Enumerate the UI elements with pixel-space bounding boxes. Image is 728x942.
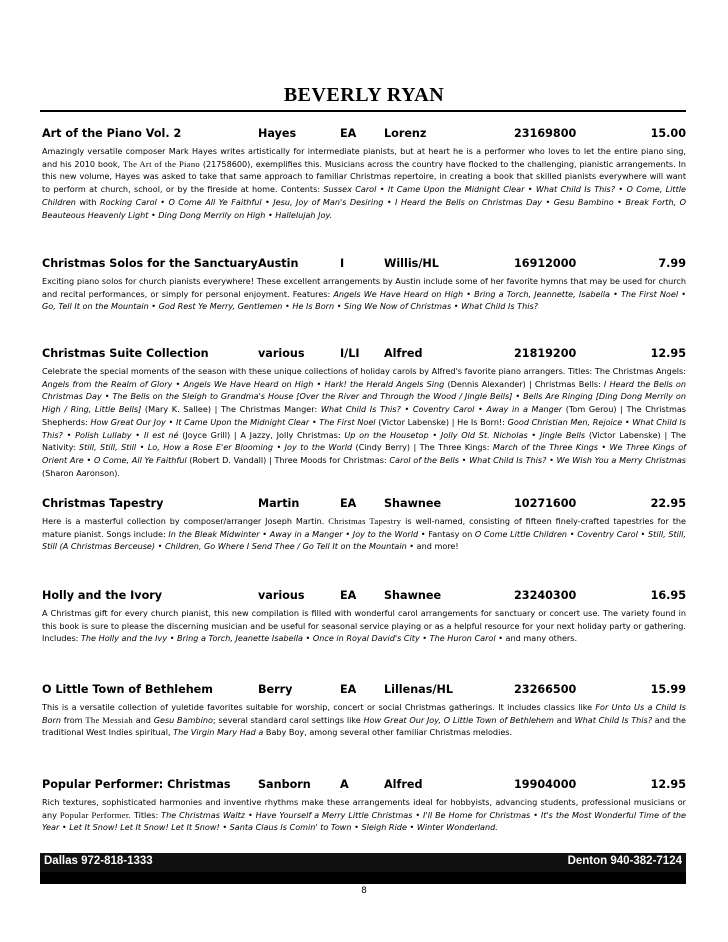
entry-description (42, 796, 686, 834)
description-text: Titles: (130, 809, 162, 820)
entry-arranger: various (258, 589, 305, 602)
entry-arranger: Berry (258, 683, 293, 696)
entry-item-number: 23240300 (514, 589, 577, 602)
song-titles: How Great Our Joy, O Little Town of Bethlehem (363, 714, 554, 725)
description-text: (Tom Gerou) | The Christmas Shepherds: (42, 404, 687, 427)
entry-description (42, 145, 686, 221)
description-text: and the traditional West Indies spiritual, (42, 714, 687, 738)
entry-description (42, 275, 686, 313)
entry-item-number: 10271600 (514, 497, 577, 510)
entry-publisher: Lorenz (384, 127, 427, 140)
entry-title: Popular Performer: Christmas (42, 778, 231, 791)
entry-level: I (340, 257, 345, 270)
description-text: (Cindy Berry) | The Three Kings: (352, 442, 493, 453)
entry-arranger: various (258, 347, 305, 360)
entry-header (42, 497, 686, 515)
entry-price: 12.95 (650, 778, 686, 791)
entry-header (42, 347, 686, 365)
title-divider (40, 110, 686, 112)
catalog-entry (42, 127, 686, 221)
footer-bar (40, 853, 686, 872)
catalog-entry (42, 497, 686, 553)
song-titles: How Great Our Joy • It Came Upon the Midnight Clear • The First Noel (90, 416, 376, 427)
entry-publisher: Shawnee (384, 497, 442, 510)
entry-level: A (340, 778, 349, 791)
entry-item-number: 21819200 (514, 347, 577, 360)
book-title: The Messiah (85, 714, 133, 725)
song-titles: Angels We Have Heard on High • Bring a Torch, Jeannette, Isabella • The First Noel • Go, Tell It on the Mountain • God Rest Ye Merry, Gentlemen • He Is Born • Sing We Now of Christmas • What Child Is This? (42, 288, 686, 312)
footer-denton-phone: Denton 940-382-7124 (567, 855, 682, 867)
book-title: The Art of the Piano (122, 158, 201, 169)
entry-level: I/LI (340, 347, 360, 360)
catalog-entry (42, 347, 686, 479)
description-text: (Joyce Grill) | A Jazzy, Jolly Christmas: (178, 429, 345, 440)
book-title: Christmas Tapestry (328, 516, 402, 526)
footer-dallas-phone: Dallas 972-818-1333 (44, 855, 153, 867)
catalog-entry (42, 589, 686, 645)
footer-divider (40, 872, 686, 884)
description-text: and more! (414, 541, 459, 552)
song-titles: Rocking Carol • O Come All Ye Faithful • Jesu, Joy of Man's Desiring • I Heard the Bells on Christmas Day • Gesu Bambino • Break Forth, O Beauteous Heavenly Light • Ding Dong Merrily on High • Hallelujah Joy. (42, 196, 686, 220)
song-titles: The Holly and the Ivy • Bring a Torch, Jeanette Isabella • Once in Royal David's City • The Huron Carol • (80, 633, 503, 644)
entry-price: 12.95 (650, 347, 686, 360)
entry-item-number: 16912000 (514, 257, 577, 270)
entry-description (42, 701, 686, 739)
entry-description (42, 365, 686, 479)
entry-header (42, 778, 686, 796)
description-text: ; several standard carol settings like (212, 714, 364, 725)
entry-description (42, 515, 686, 553)
entry-item-number: 23266500 (514, 683, 577, 696)
description-text: from (60, 714, 86, 725)
entry-level: EA (340, 589, 357, 602)
entry-price: 15.00 (650, 127, 686, 140)
entry-title: Holly and the Ivory (42, 589, 163, 602)
description-text: with (75, 196, 100, 207)
song-titles: For Unto Us a Child Is Born (42, 702, 686, 725)
description-text: (21758600), exemplifies this. Musicians across the country have flocked to the challenging, pianistic arrangements. In this new volume, Hayes was asked to take that same approach to familiar Christmas repertoire, in creating a book that skilled pianists everywhere will want to perform at church, school, or by the fireside at home. Contents: (42, 158, 687, 195)
entry-level: EA (340, 127, 357, 140)
description-text: (Sharon Aaronson). (42, 467, 120, 478)
song-titles: Sussex Carol • It Came Upon the Midnight Clear • What Child Is This? • O Come, Little Children (42, 184, 686, 207)
entry-publisher: Alfred (384, 778, 423, 791)
entry-arranger: Martin (258, 497, 300, 510)
song-titles: Angels from the Realm of Glory • Angels We Have Heard on High • Hark! the Herald Angels Sing (42, 378, 445, 389)
description-text: Here is a masterful collection by composer/arranger Joseph Martin. (42, 516, 329, 526)
entry-arranger: Sanborn (258, 778, 311, 791)
song-titles: March of the Three Kings • We Three Kings of Orient Are • O Come, All Ye Faithful (42, 442, 686, 465)
description-text: (Victor Labenske) | The Nativity: (42, 429, 686, 453)
entry-header (42, 589, 686, 607)
description-text: (Robert D. Vandall) | Three Moods for Christmas: (186, 454, 390, 465)
song-titles: O Come Little Children • Coventry Carol • Still, Still, Still (A Christmas Berceuse) • Children, Go Where I Send Thee / Go Tell It on the Mountain • (42, 528, 686, 552)
entry-item-number: 19904000 (514, 778, 577, 791)
song-titles: Gesu Bambino (153, 714, 213, 725)
catalog-entry (42, 257, 686, 313)
entry-title: O Little Town of Bethlehem (42, 683, 213, 696)
description-text: Celebrate the special moments of the season with these unique collections of holiday carols by Alfred's favorite piano arrangers. Titles: The Christmas Angels: (42, 366, 686, 376)
description-text: (Dennis Alexander) | Christmas Bells: (444, 378, 604, 389)
entry-arranger: Hayes (258, 127, 297, 140)
catalog-entry (42, 683, 686, 739)
song-titles: Up on the Housetop • Jolly Old St. Nicholas • Jingle Bells (344, 429, 586, 440)
entry-price: 7.99 (658, 257, 686, 270)
entry-level: EA (340, 683, 357, 696)
entry-publisher: Willis/HL (384, 257, 439, 270)
entry-header (42, 257, 686, 275)
entry-title: Christmas Solos for the Sanctuary (42, 257, 258, 270)
entry-price: 22.95 (650, 497, 686, 510)
song-titles: Good Christian Men, Rejoice • What Child Is This? • Polish Lullaby • Il est né (42, 416, 686, 440)
entry-level: EA (340, 497, 357, 510)
description-text: Baby Boy, among several other familiar Christmas melodies. (263, 727, 513, 738)
page-number: 8 (361, 886, 367, 896)
song-titles: What Child Is This? • Coventry Carol • Away in a Manger (320, 404, 563, 415)
entry-arranger: Austin (258, 257, 299, 270)
description-text: (Mary K. Sallee) | The Christmas Manger: (141, 404, 321, 415)
entry-description (42, 607, 686, 645)
description-text: A Christmas gift for every church pianist, this new compilation is filled with wonderful carol arrangements for sanctuary or concert use. The variety found in this book is sure to please the discerning musician and be useful for seasonal service playing or as a helpful resource for your next holiday party or gathering. Includes: (42, 608, 686, 644)
entry-title: Christmas Tapestry (42, 497, 164, 510)
entry-item-number: 23169800 (514, 127, 577, 140)
description-text: This is a versatile collection of yuletide favorites suitable for worship, concert or social Christmas gatherings. It includes classics like (42, 702, 596, 712)
entry-publisher: Lillenas/HL (384, 683, 453, 696)
entry-header (42, 683, 686, 701)
entry-title: Christmas Suite Collection (42, 347, 209, 360)
song-titles: Still, Still, Still • Lo, How a Rose E'er Blooming • Joy to the World (79, 442, 353, 453)
entry-price: 15.99 (650, 683, 686, 696)
song-titles: Carol of the Bells • What Child Is This? • We Wish You a Merry Christmas (389, 454, 687, 465)
description-text: and many others. (502, 633, 578, 644)
catalog-entry (42, 778, 686, 834)
entry-price: 16.95 (650, 589, 686, 602)
description-text: Rich textures, sophisticated harmonies and inventive rhythms make these arrangements ideal for hobbyists, advancing students, professional musicians or any (42, 797, 686, 820)
description-text: is well-named, consisting of fifteen finely-crafted tapestries for the mature pianist. Songs include: (42, 516, 686, 539)
song-titles: The Virgin Mary Had a (173, 727, 264, 738)
description-text: Fantasy on (425, 528, 475, 539)
description-text: (Victor Labenske) | He Is Born!: (375, 416, 508, 427)
description-text: Exciting piano solos for church pianists everywhere! These excellent arrangements by Austin include some of her favorite hymns that may be used for church and recital performances, or simply for personal enjoyment. Features: (42, 276, 686, 299)
page-title: BEVERLY RYAN (283, 84, 445, 106)
song-titles: What Child Is This? (574, 714, 653, 725)
description-text: and (132, 714, 154, 725)
entry-publisher: Shawnee (384, 589, 442, 602)
song-titles: The Christmas Waltz • Have Yourself a Merry Little Christmas • I'll Be Home for Christmas • It's the Most Wonderful Time of the Year • Let It Snow! Let It Snow! Let It Snow! • Santa Claus Is Comin' to Town • Sleigh Ride • Winter Wonderland. (42, 809, 686, 833)
entry-publisher: Alfred (384, 347, 423, 360)
song-titles: I Heard the Bells on Christmas Day • The Bells on the Sleigh to Grandma's House [Over the River and Through the Wood / Jingle Bells] • Bells Are Ringing [Ding Dong Merrily on High / Ring, Little Bells] (42, 378, 687, 415)
book-title: Popular Performer. (59, 809, 131, 820)
entry-title: Art of the Piano Vol. 2 (42, 127, 182, 140)
description-text: and (553, 714, 575, 725)
song-titles: In the Bleak Midwinter • Away in a Manger • Joy to the World • (168, 528, 426, 539)
description-text: Amazingly versatile composer Mark Hayes writes artistically for intermediate pianists, but at heart he is a performer who loves to let the entire piano sing, and his 2010 book, (42, 146, 686, 169)
entry-header (42, 127, 686, 145)
